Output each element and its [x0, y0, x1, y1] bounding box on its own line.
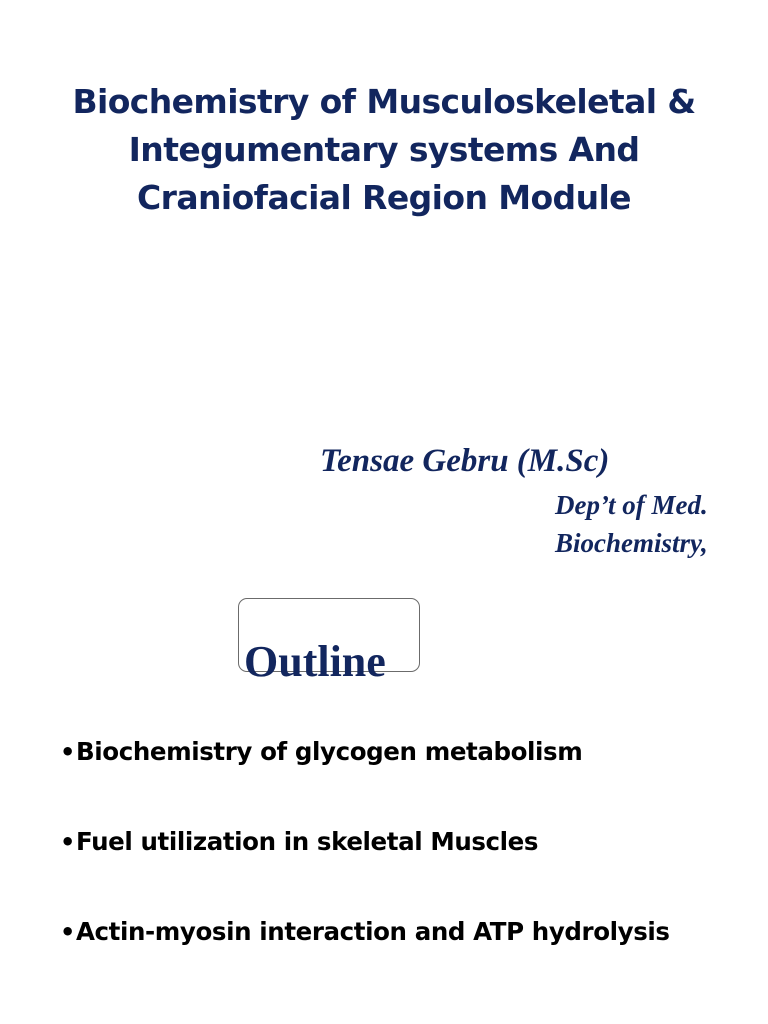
department — [555, 486, 708, 562]
outline-list — [60, 728, 670, 998]
author-name: Tensae Gebru (M.Sc) — [320, 443, 610, 479]
outline-item — [60, 818, 670, 908]
slide-title-line-3: Craniofacial Region Module — [137, 178, 631, 217]
outline-heading: Outline — [244, 637, 386, 686]
department-line-1: Dep’t of Med. — [555, 490, 708, 520]
outline-item — [60, 728, 670, 818]
outline-item-text: Actin-myosin interaction and ATP hydrolysis — [76, 917, 670, 946]
slide-title-line-1: Biochemistry of Musculoskeletal & — [72, 82, 696, 121]
bullet-icon: • — [60, 738, 75, 766]
slide-title-line-2: Integumentary systems And — [128, 130, 640, 169]
slide-title — [20, 78, 748, 222]
outline-item-text: Biochemistry of glycogen metabolism — [76, 737, 583, 766]
outline-item — [60, 908, 670, 998]
bullet-icon: • — [60, 828, 75, 856]
bullet-icon: • — [60, 918, 75, 946]
outline-item-text: Fuel utilization in skeletal Muscles — [76, 827, 539, 856]
department-line-2: Biochemistry, — [555, 528, 708, 558]
